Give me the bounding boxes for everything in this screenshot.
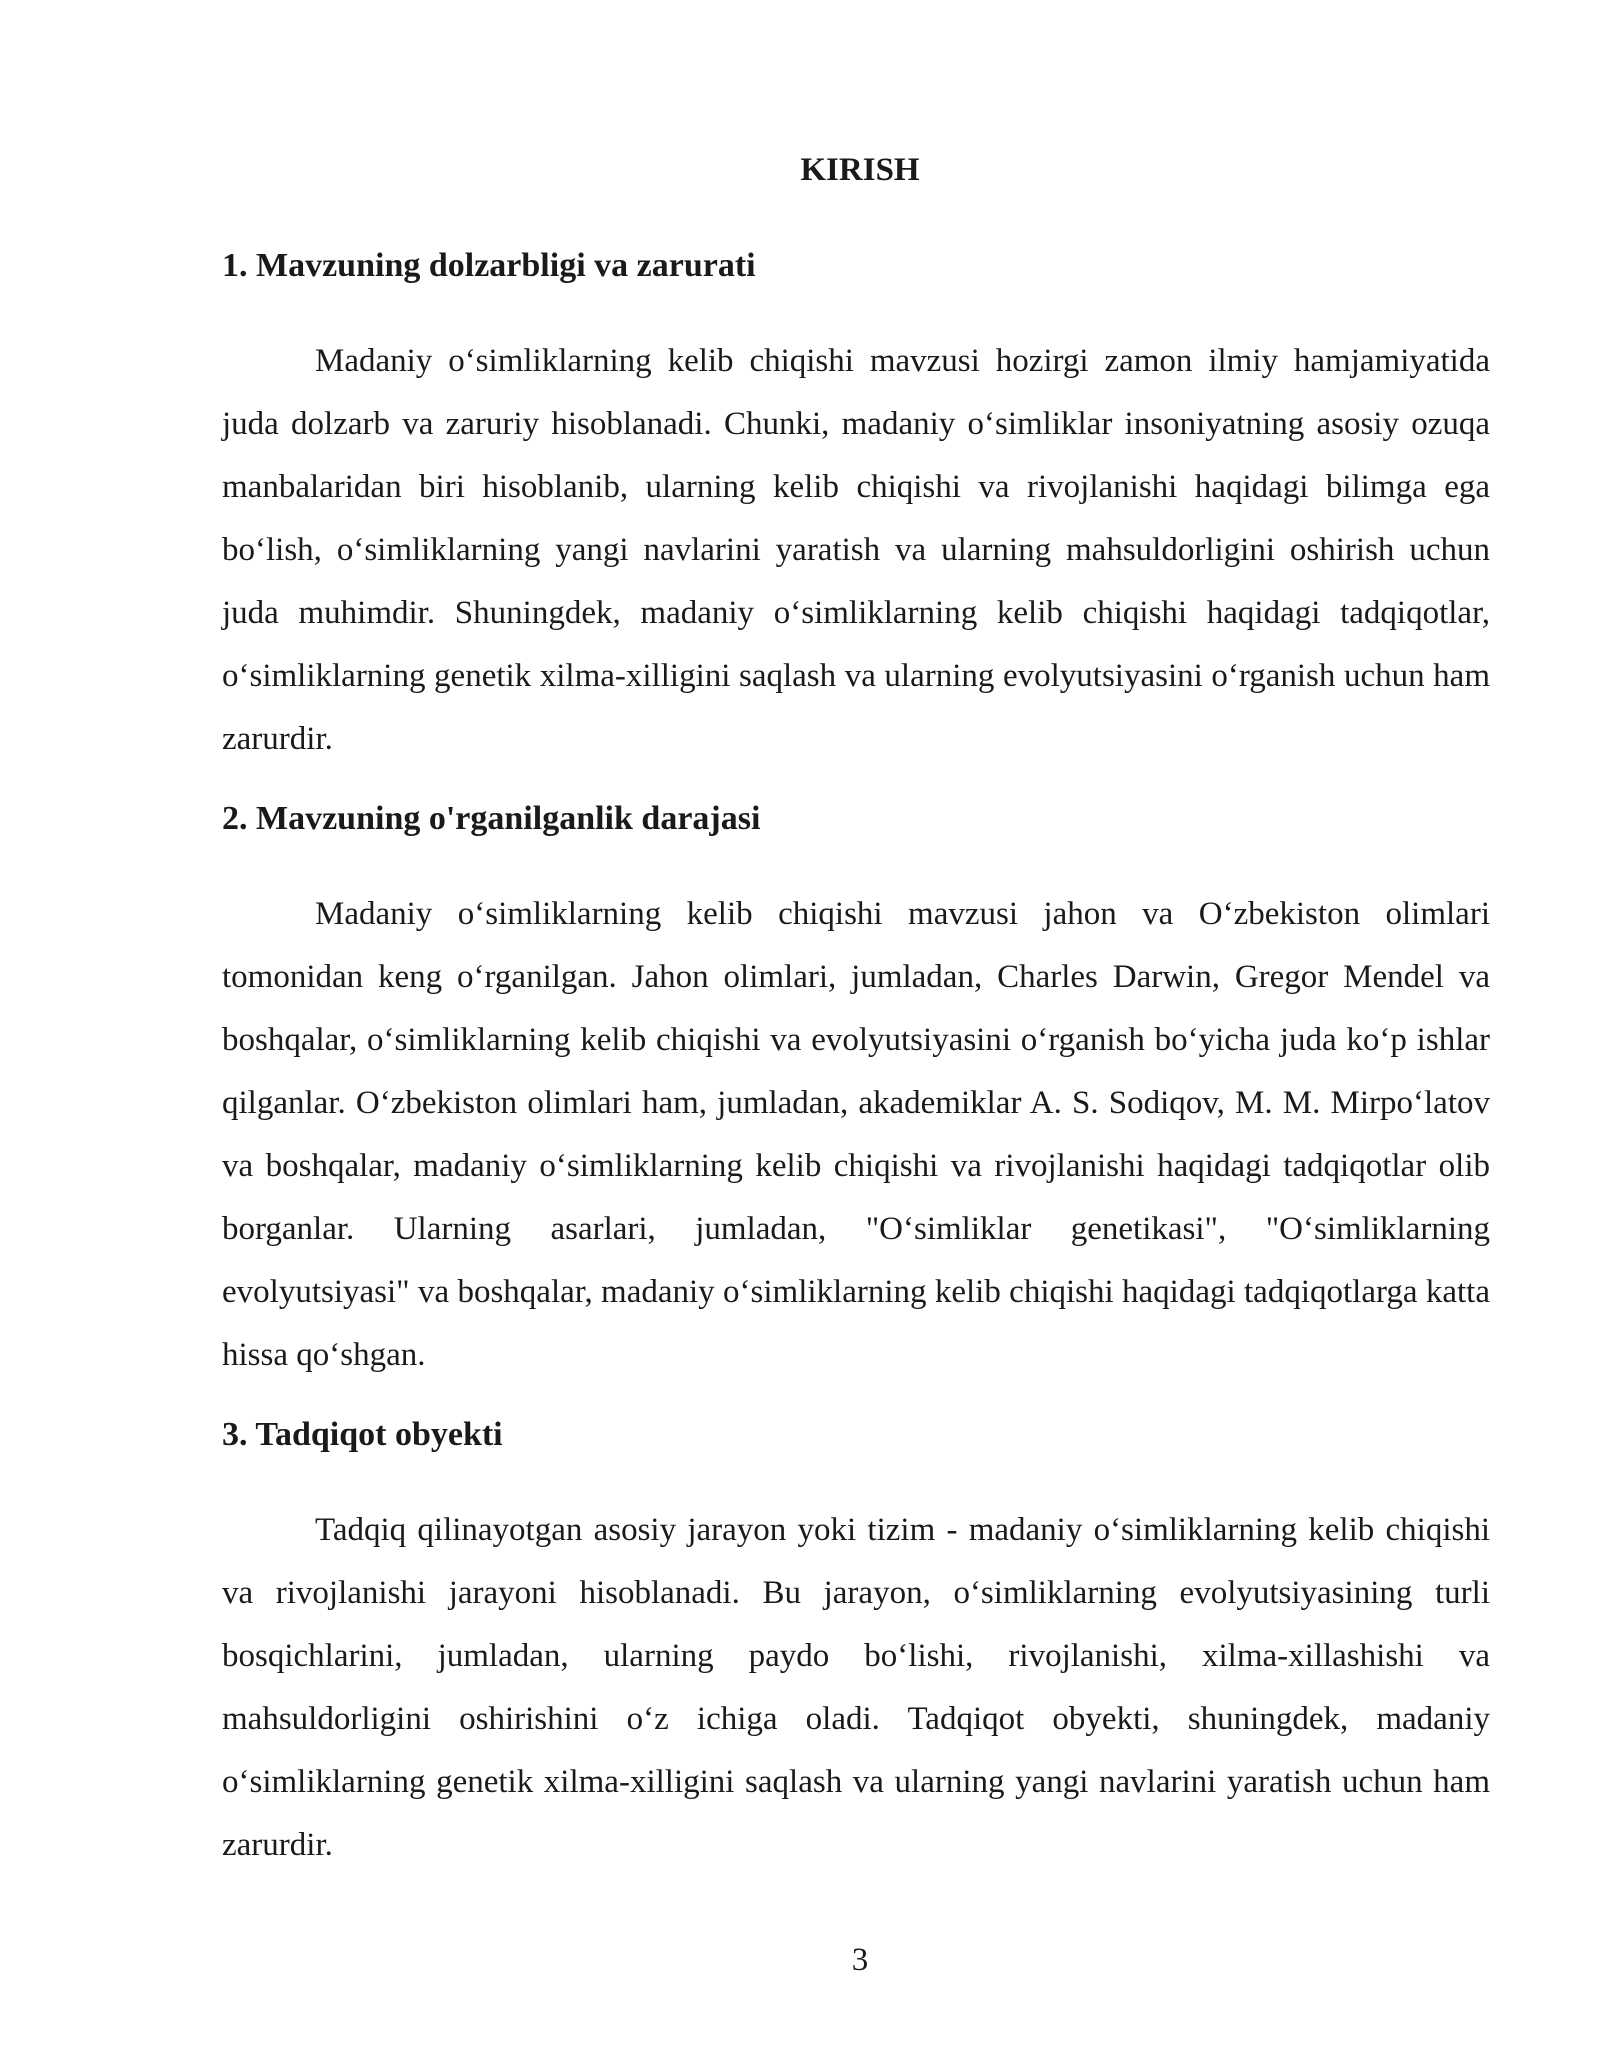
section-paragraph-3: Tadqiq qilinayotgan asosiy jarayon yoki tizim - madaniy o‘simliklarning kelib chiqishi va rivojlanishi jarayoni hisoblanadi. Bu jarayon, o‘simliklarning evolyutsiyasining turli bosqichlarini, jumladan, ularning paydo bo‘lishi, rivojlanishi, xilma-xillashishi va mahsuldorligini oshirishini o‘z ichiga oladi. Tadqiqot obyekti, shuningdek, madaniy o‘simliklarning genetik xilma-xilligini saqlash va ularning yangi navlarini yaratish uchun ham zarurdir. bbox=[222, 1512, 1490, 1863]
page-title: KIRISH bbox=[800, 152, 920, 188]
page-number: 3 bbox=[851, 1942, 869, 1978]
section-heading-3: 3. Tadqiqot obyekti bbox=[222, 1416, 503, 1453]
section-heading-1: 1. Mavzuning dolzarbligi va zarurati bbox=[222, 247, 756, 284]
section-paragraph-1: Madaniy o‘simliklarning kelib chiqishi mavzusi hozirgi zamon ilmiy hamjamiyatida juda dolzarb va zaruriy hisoblanadi. Chunki, madaniy o‘simliklar insoniyatning asosiy ozuqa manbalaridan biri hisoblanib, ularning kelib chiqishi va rivojlanishi haqidagi bilimga ega bo‘lish, o‘simliklarning yangi navlarini yaratish va ularning mahsuldorligini oshirish uchun juda muhimdir. Shuningdek, madaniy o‘simliklarning kelib chiqishi haqidagi tadqiqotlar, o‘simliklarning genetik xilma-xilligini saqlash va ularning evolyutsiyasini o‘rganish uchun ham zarurdir. bbox=[222, 343, 1490, 757]
section-paragraph-2: Madaniy o‘simliklarning kelib chiqishi mavzusi jahon va O‘zbekiston olimlari tomonidan keng o‘rganilgan. Jahon olimlari, jumladan, Charles Darwin, Gregor Mendel va boshqalar, o‘simliklarning kelib chiqishi va evolyutsiyasini o‘rganish bo‘yicha juda ko‘p ishlar qilganlar. O‘zbekiston olimlari ham, jumladan, akademiklar A. S. Sodiqov, M. M. Mirpo‘latov va boshqalar, madaniy o‘simliklarning kelib chiqishi va rivojlanishi haqidagi tadqiqotlar olib borganlar. Ularning asarlari, jumladan, "O‘simliklar genetikasi", "O‘simliklarning evolyutsiyasi" va boshqalar, madaniy o‘simliklarning kelib chiqishi haqidagi tadqiqotlarga katta hissa qo‘shgan. bbox=[222, 896, 1490, 1373]
document-body bbox=[222, 242, 1490, 1877]
section-heading-2: 2. Mavzuning o'rganilganlik darajasi bbox=[222, 800, 761, 837]
